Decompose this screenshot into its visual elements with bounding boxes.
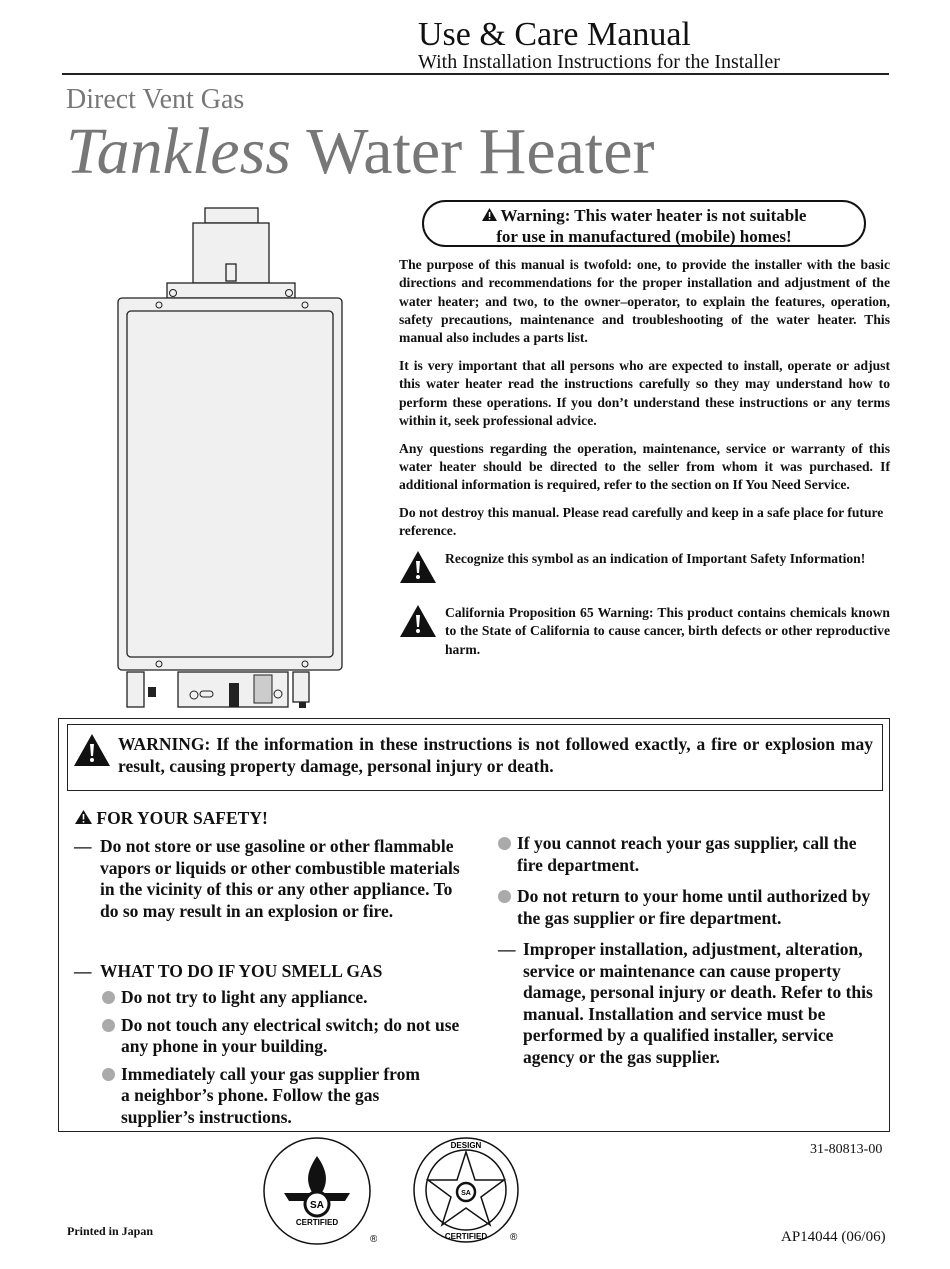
list-item: Immediately call your gas supplier from a neighbor’s phone. Follow the gas supplier’s instructions. — [102, 1064, 422, 1129]
part-number: 31-80813-00 — [810, 1142, 883, 1157]
list-item: Do not touch any electrical switch; do not use any phone in your building. — [102, 1015, 472, 1058]
fire-warning-text: WARNING: If the information in these instructions is not followed exactly, a fire or explosion may result, causing property damage, personal injury or death. — [118, 734, 873, 776]
bullet-icon — [102, 1019, 115, 1032]
product-name-rest: Water Heater — [306, 115, 655, 188]
manual-subtitle: With Installation Instructions for the Installer — [418, 51, 780, 73]
manual-title: Use & Care Manual — [418, 16, 691, 53]
product-name — [66, 112, 655, 192]
smell-gas-heading: — WHAT TO DO IF YOU SMELL GAS — [74, 961, 383, 981]
svg-text:SA: SA — [310, 1200, 324, 1211]
water-heater-illustration — [116, 205, 346, 713]
mobile-warning-line1: Warning: This water heater is not suitable — [500, 206, 807, 225]
warning-triangle-icon — [482, 208, 497, 221]
header-rule — [62, 73, 889, 75]
intro-paragraph: It is very important that all persons who are expected to install, operate or adjust this water heater read the instructions carefully so they may understand how to perform these operations. If you don’t understand these instructions or any terms within it, seek professional advice. — [399, 357, 890, 428]
safety-heading: FOR YOUR SAFETY! — [75, 808, 268, 830]
list-item: If you cannot reach your gas supplier, call the fire department. — [498, 833, 868, 876]
safety-symbol-note: Recognize this symbol as an indication of Important Safety Information! — [399, 550, 890, 584]
svg-text:CERTIFIED: CERTIFIED — [444, 1232, 488, 1241]
right-safety-list — [498, 833, 883, 1068]
bullet-icon — [498, 890, 511, 903]
svg-text:®: ® — [370, 1234, 377, 1245]
mobile-home-warning — [422, 200, 866, 247]
prop65-warning: California Proposition 65 Warning: This product contains chemicals known to the State of California to cause cancer, birth defects or other reproductive harm. — [399, 604, 890, 659]
warning-triangle-icon — [399, 550, 437, 584]
list-item: Do not return to your home until authorized by the gas supplier or fire department. — [498, 886, 883, 929]
warning-triangle-icon — [73, 733, 111, 767]
svg-text:SA: SA — [461, 1190, 471, 1197]
dash: — — [74, 836, 92, 856]
safety-item: — Do not store or use gasoline or other flammable vapors or liquids or other combustible materials in the vicinity of this or any other appliance. To do so may result in an explosion or fire. — [74, 836, 460, 921]
mobile-warning-line2: for use in manufactured (mobile) homes! — [496, 227, 792, 246]
product-name-italic: Tankless — [66, 115, 291, 188]
product-type: Direct Vent Gas — [66, 84, 245, 115]
csa-design-certified-logo — [412, 1136, 527, 1248]
intro-section — [399, 256, 890, 673]
intro-paragraph: Do not destroy this manual. Please read carefully and keep in a safe place for future reference. — [399, 505, 884, 539]
csa-certified-logo — [262, 1136, 377, 1248]
intro-paragraph: Any questions regarding the operation, maintenance, service or warranty of this water heater should be directed to the seller from whom it was purchased. If additional information is required, refer to the section on If You Need Service. — [399, 440, 890, 493]
intro-paragraph: The purpose of this manual is twofold: one, to provide the installer with the basic directions and recommendations for the proper installation and adjustment of the water heater; and two, to the owner–operator, to explain the features, operation, safety precautions, maintenance and troubleshooting of the water heater. This manual also includes a parts list. — [399, 257, 890, 346]
svg-text:DESIGN: DESIGN — [450, 1141, 482, 1150]
list-item: Do not try to light any appliance. — [102, 987, 472, 1009]
smell-gas-list — [102, 987, 472, 1128]
warning-triangle-icon — [75, 810, 92, 824]
bullet-icon — [102, 991, 115, 1004]
list-item: — Improper installation, adjustment, alteration, service or maintenance can cause property damage, personal injury or death. Refer to this manual. Installation and service must be performed by a qualified installer, service agency or the gas supplier. — [498, 939, 873, 1067]
bullet-icon — [102, 1068, 115, 1081]
svg-text:CERTIFIED: CERTIFIED — [295, 1218, 339, 1227]
svg-text:®: ® — [510, 1232, 518, 1243]
warning-triangle-icon — [399, 604, 437, 638]
printed-in: Printed in Japan — [67, 1224, 154, 1238]
bullet-icon — [498, 837, 511, 850]
document-code: AP14044 (06/06) — [781, 1229, 886, 1245]
